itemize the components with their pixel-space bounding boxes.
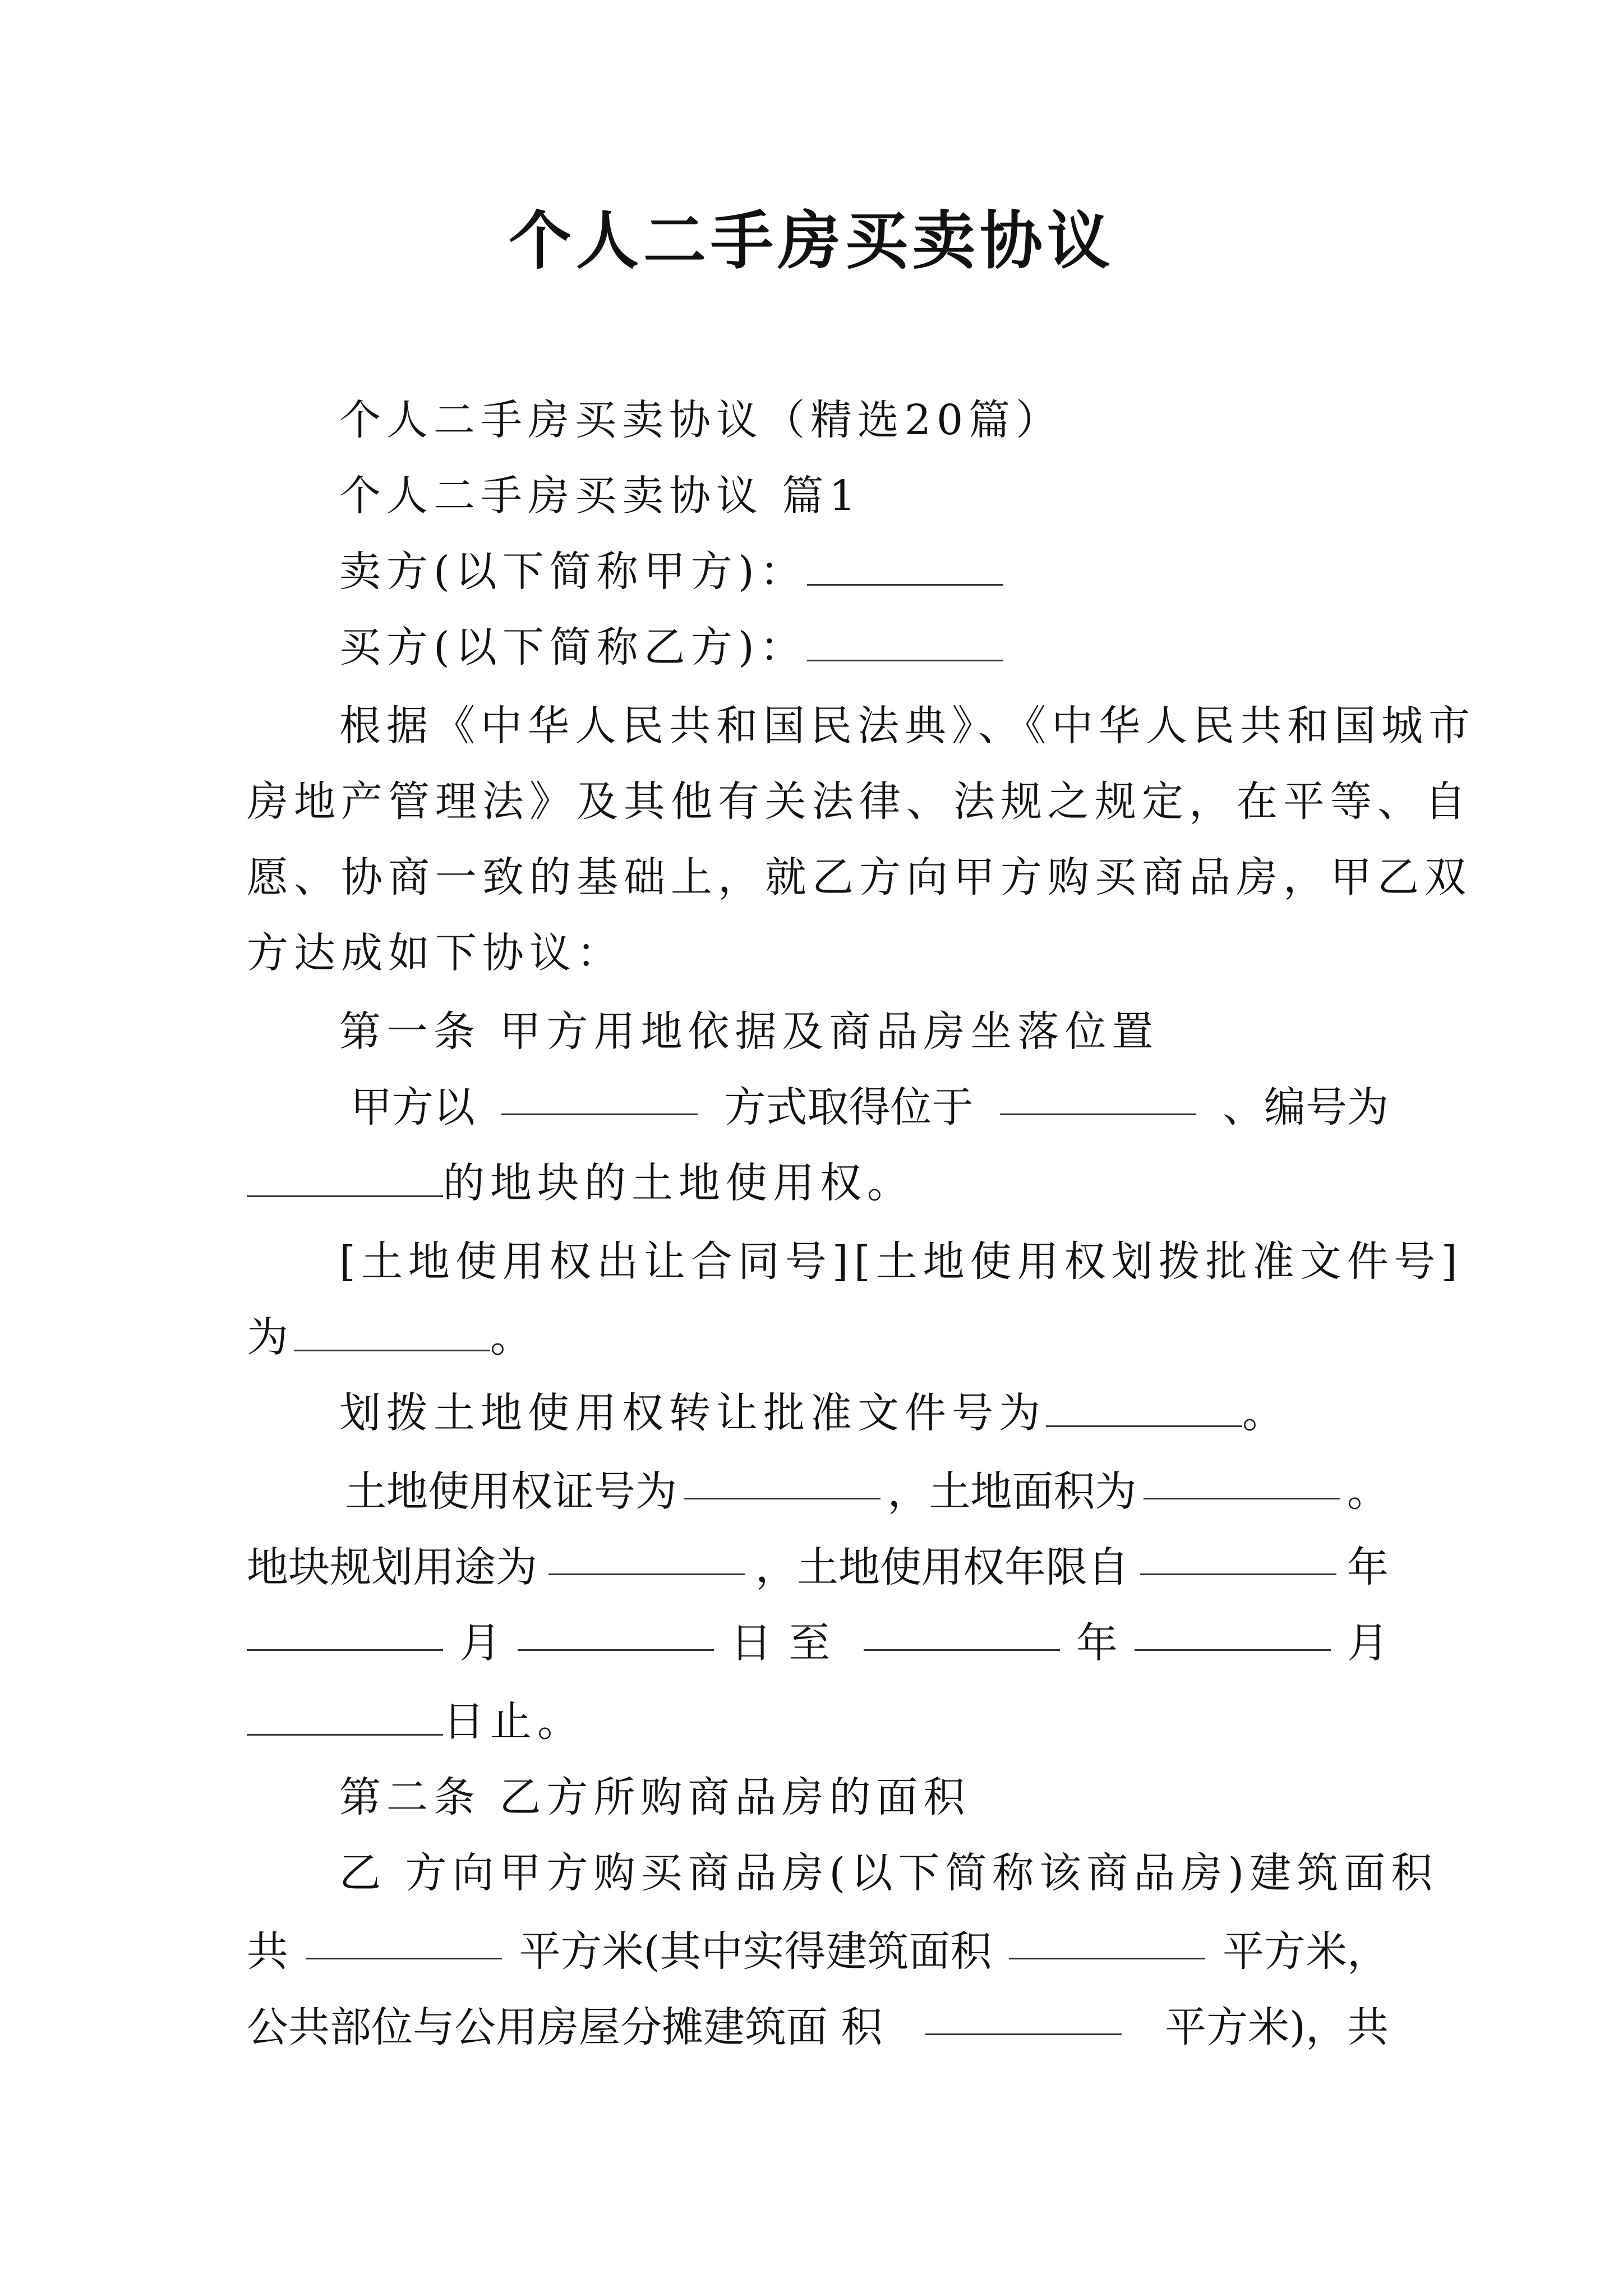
blank-field [925,1994,1122,2035]
blank-field [1009,1918,1205,1959]
blank-field [807,545,1003,586]
blank-field [1046,1386,1242,1427]
text-segment: 平方米， [1223,1927,1389,1976]
paragraph-line: 为 。 [247,1304,1389,1364]
paragraph-line: 乙 方向甲方购买商品房(以下简称该商品房)建筑面积 [339,1849,1438,1897]
subtitle-line: 个人二手房买卖协议（精选20篇） [339,396,1063,444]
article-heading: 第二条 乙方所购商品房的面积 [339,1773,971,1821]
blank-field [247,1610,443,1651]
text-segment: 年 [1347,1543,1389,1591]
text-segment: 甲方以 [351,1083,475,1131]
paragraph-line: 日止。 [247,1688,1389,1748]
blank-field [1135,1610,1331,1651]
text-segment: 、编号为 [1223,1083,1389,1131]
paragraph-line: 根据《中华人民共和国民法典》、《中华人民共和国城市 [339,702,1476,750]
text-segment: 月 [1347,1619,1389,1667]
paragraph-line: 愿、协商一致的基础上，就乙方向甲方购买商品房，甲乙双 [247,853,1472,901]
text-segment: 地块规划用途为 [247,1543,537,1591]
paragraph-line: 方达成如下协议： [247,929,624,977]
paragraph-line [247,1458,1389,1518]
text-segment: 方式取得位于 [724,1083,974,1131]
text-segment: 平方米(其中实得建筑面积 [519,1927,992,1976]
blank-field [247,1156,443,1197]
paragraph-line [247,1610,1389,1669]
buyer-line: 买方(以下简称乙方)： [247,614,1389,674]
section-heading: 个人二手房买卖协议 篇1 [339,472,861,520]
blank-field [684,1458,880,1499]
text-segment: 共 [247,1927,288,1976]
blank-field [306,1918,502,1959]
paragraph-line [247,1534,1389,1594]
blank-field [501,1074,698,1115]
article-heading: 第一条 甲方用地依据及商品房坐落位置 [339,1007,1159,1056]
blank-field [1000,1074,1196,1115]
blank-field [807,620,1003,661]
text-segment: 日至 [730,1619,847,1667]
paragraph-line [247,1918,1389,1978]
paragraph-line: [土地使用权出让合同号][土地使用权划拨批准文件号] [339,1237,1463,1286]
blank-field [1144,1458,1340,1499]
text-segment: 年 [1076,1619,1118,1667]
paragraph-line [247,1074,1389,1134]
blank-field [294,1310,490,1351]
blank-field [1140,1534,1336,1575]
document-title: 个人二手房买卖协议 [509,204,1114,278]
blank-field [247,1695,443,1736]
text-segment: 土地使用权证号为 [345,1467,677,1516]
text-segment: 平方米)，共 [1165,2003,1389,2051]
text-segment: 。 [1347,1467,1389,1516]
text-segment: 月 [459,1619,501,1667]
seller-line: 卖方(以下简称甲方)： [247,539,1389,598]
paragraph-line: 房地产管理法》及其他有关法律、法规之规定，在平等、自 [247,777,1472,826]
text-segment: ，土地使用权年限自 [755,1543,1129,1591]
text-segment: ，土地面积为 [887,1467,1137,1516]
blank-field [864,1610,1060,1651]
blank-field [548,1534,745,1575]
paragraph-line [247,1994,1389,2054]
blank-field [518,1610,714,1651]
text-segment: 公共部位与公用房屋分摊建筑面 积 [247,2003,883,2051]
paragraph-line: 的地块的土地使用权。 [247,1150,1389,1209]
paragraph-line: 划拨土地使用权转让批准文件号为 。 [247,1380,1389,1439]
